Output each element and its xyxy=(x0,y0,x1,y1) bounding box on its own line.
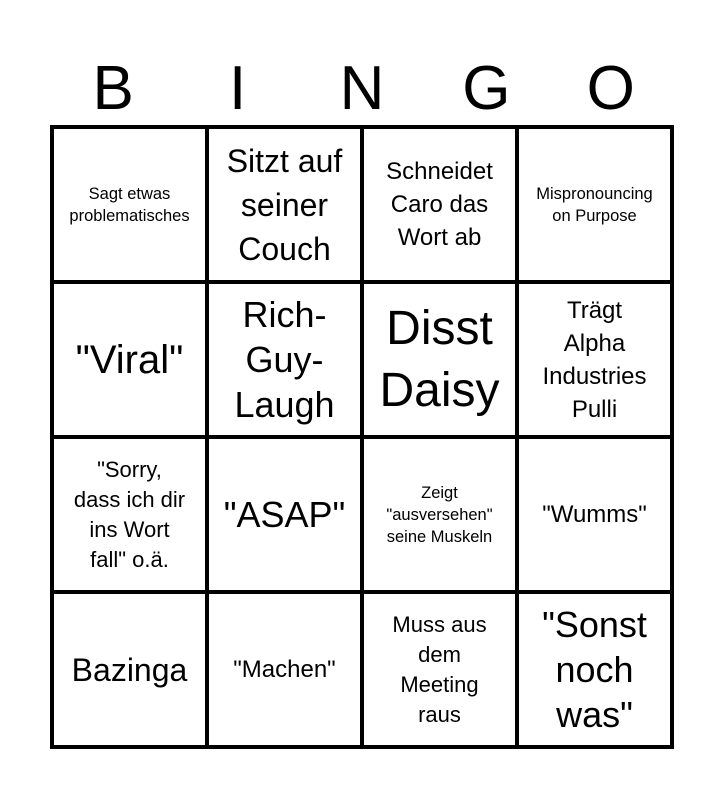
header-letter-g: G xyxy=(462,54,511,123)
cell-text: Trägt Alpha Industries Pulli xyxy=(542,296,647,423)
bingo-header xyxy=(51,55,673,123)
cell-text: Mispronouncing on Purpose xyxy=(536,184,653,225)
cell-text: "Machen" xyxy=(233,656,336,683)
cell-text: Schneidet Caro das Wort ab xyxy=(386,158,493,251)
bingo-cell[interactable] xyxy=(54,284,205,435)
cell-text: "ASAP" xyxy=(223,494,346,535)
header-letter-o: O xyxy=(586,54,635,123)
cell-text: Sagt etwas problematisches xyxy=(69,184,190,225)
cell-text: Rich- Guy- Laugh xyxy=(234,294,335,425)
cell-text: Disst Daisy xyxy=(379,301,500,417)
bingo-cell[interactable] xyxy=(209,129,360,280)
cell-text: Zeigt "ausversehen" seine Muskeln xyxy=(386,483,493,546)
header-letter-i: I xyxy=(228,54,247,123)
bingo-cell[interactable] xyxy=(54,439,205,590)
cell-text: Bazinga xyxy=(71,651,188,688)
bingo-board xyxy=(50,125,674,749)
bingo-cell[interactable] xyxy=(209,439,360,590)
cell-text: "Viral" xyxy=(75,337,184,382)
bingo-cell[interactable] xyxy=(364,129,515,280)
cell-text: "Sonst noch was" xyxy=(542,604,647,735)
bingo-cell[interactable] xyxy=(519,284,670,435)
bingo-cell[interactable] xyxy=(364,594,515,745)
header-letter-n: N xyxy=(339,54,385,123)
bingo-cell[interactable] xyxy=(209,284,360,435)
bingo-cell[interactable] xyxy=(364,284,515,435)
bingo-cell[interactable] xyxy=(519,129,670,280)
bingo-cell[interactable] xyxy=(54,129,205,280)
bingo-cell[interactable] xyxy=(209,594,360,745)
cell-text: "Sorry, dass ich dir ins Wort fall" o.ä. xyxy=(73,456,186,572)
cell-text: "Wumms" xyxy=(542,501,647,528)
cell-text: Muss aus dem Meeting raus xyxy=(392,611,487,727)
bingo-cell[interactable] xyxy=(54,594,205,745)
bingo-cell[interactable] xyxy=(364,439,515,590)
bingo-cell[interactable] xyxy=(519,594,670,745)
bingo-cell[interactable] xyxy=(519,439,670,590)
header-letter-b: B xyxy=(92,54,134,123)
cell-text: Sitzt auf seiner Couch xyxy=(226,142,343,267)
